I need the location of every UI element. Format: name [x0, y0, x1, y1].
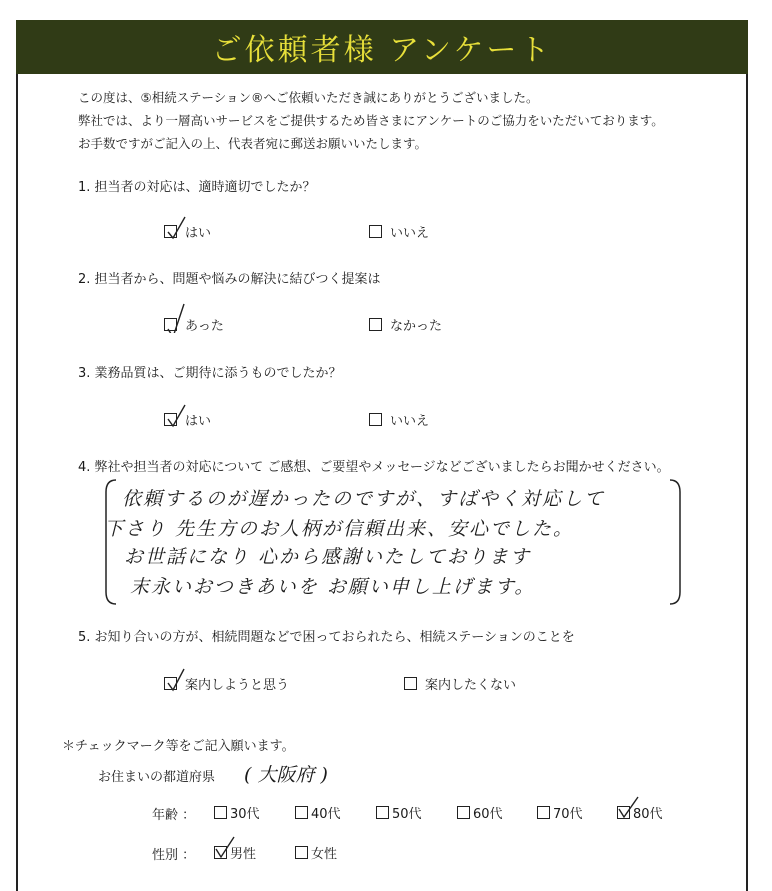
q2-yes-checkbox[interactable] — [164, 318, 177, 331]
comment-line-4: 末永いおつきあいを お願い申し上げます。 — [130, 576, 536, 598]
q3-yes-checkbox[interactable] — [164, 413, 177, 426]
gender-male-label: 男性 — [230, 847, 257, 862]
age-50-label: 50代 — [392, 807, 422, 822]
q5-option-no[interactable] — [404, 674, 516, 693]
q1-yes-checkbox[interactable] — [164, 225, 177, 238]
q5-option-yes[interactable] — [164, 674, 289, 693]
q1-no-checkbox[interactable] — [369, 225, 382, 238]
frame-right-border — [746, 20, 748, 891]
gender-label: 性別 ： — [152, 848, 196, 863]
checkmark-note: ＊チェックマーク等をご記入願います。 — [62, 739, 295, 754]
comment-line-1: 依頼するのが遅かったのですが、すばやく対応して — [122, 488, 606, 510]
q1-no-label: いいえ — [390, 226, 430, 241]
age-60-label: 60代 — [473, 807, 503, 822]
q5-no-label: 案内したくない — [425, 678, 517, 693]
comment-line-3: お世話になり 心から感謝いたしております — [124, 546, 532, 568]
age-40-checkbox[interactable] — [295, 806, 308, 819]
gender-option-male[interactable] — [214, 843, 256, 862]
age-option-50[interactable] — [376, 803, 422, 822]
age-80-checkbox[interactable] — [617, 806, 630, 819]
age-option-40[interactable] — [295, 803, 341, 822]
gender-female-checkbox[interactable] — [295, 846, 308, 859]
age-40-label: 40代 — [311, 807, 341, 822]
age-70-checkbox[interactable] — [537, 806, 550, 819]
q5-no-checkbox[interactable] — [404, 677, 417, 690]
q2-option-no[interactable] — [369, 315, 442, 334]
intro-line-3: お手数ですがご記入の上、代表者宛に郵送お願いいたします。 — [78, 136, 428, 151]
q3-no-label: いいえ — [390, 414, 430, 429]
age-option-70[interactable] — [537, 803, 583, 822]
title-banner — [16, 20, 748, 74]
age-60-checkbox[interactable] — [457, 806, 470, 819]
comment-area[interactable] — [104, 478, 682, 608]
age-option-60[interactable] — [457, 803, 503, 822]
q2-option-yes[interactable] — [164, 315, 224, 334]
q5-yes-checkbox[interactable] — [164, 677, 177, 690]
q3-option-no[interactable] — [369, 410, 429, 429]
q3-no-checkbox[interactable] — [369, 413, 382, 426]
q5-yes-label: 案内しようと思う — [185, 678, 290, 693]
q3-yes-label: はい — [185, 414, 212, 429]
gender-male-checkbox[interactable] — [214, 846, 227, 859]
age-option-30[interactable] — [214, 803, 260, 822]
q1-option-yes[interactable] — [164, 222, 211, 241]
question-2: 2. 担当者から、問題や悩みの解決に結びつく提案は — [78, 272, 381, 287]
question-1: 1. 担当者の対応は、適時適切でしたか？ — [78, 180, 316, 195]
prefecture-value[interactable]: ( 大阪府 ) — [244, 764, 328, 786]
intro-text — [78, 86, 664, 155]
intro-line-2: 弊社では、より一層高いサービスをご提供するため皆さまにアンケートのご協力をいただいております。 — [78, 113, 664, 128]
prefecture-label: お住まいの都道府県 — [98, 770, 216, 785]
comment-line-2: 下さり 先生方のお人柄が信頼出来、安心でした。 — [104, 518, 575, 540]
q3-option-yes[interactable] — [164, 410, 211, 429]
gender-female-label: 女性 — [311, 847, 338, 862]
question-3: 3. 業務品質は、ご期待に添うものでしたか？ — [78, 366, 342, 381]
q2-no-label: なかった — [390, 319, 443, 334]
intro-line-1: この度は、⑤相続ステーション®へご依頼いただき誠にありがとうございました。 — [78, 90, 539, 105]
question-4: 4. 弊社や担当者の対応について ご感想、ご要望やメッセージなどございましたらお聞かせください。 — [78, 460, 670, 475]
age-50-checkbox[interactable] — [376, 806, 389, 819]
age-30-checkbox[interactable] — [214, 806, 227, 819]
q1-option-no[interactable] — [369, 222, 429, 241]
age-label: 年齢 ： — [152, 808, 196, 823]
question-5: 5. お知り合いの方が、相続問題などで困っておられたら、相続ステーションのことを — [78, 630, 575, 645]
frame-left-border — [16, 20, 18, 891]
page-title: ご依頼者様 アンケート — [211, 33, 553, 68]
age-70-label: 70代 — [553, 807, 583, 822]
age-option-80[interactable] — [617, 803, 663, 822]
age-30-label: 30代 — [230, 807, 260, 822]
q2-no-checkbox[interactable] — [369, 318, 382, 331]
q1-yes-label: はい — [185, 226, 212, 241]
age-80-label: 80代 — [633, 807, 663, 822]
gender-option-female[interactable] — [295, 843, 337, 862]
q2-yes-label: あった — [185, 319, 224, 334]
